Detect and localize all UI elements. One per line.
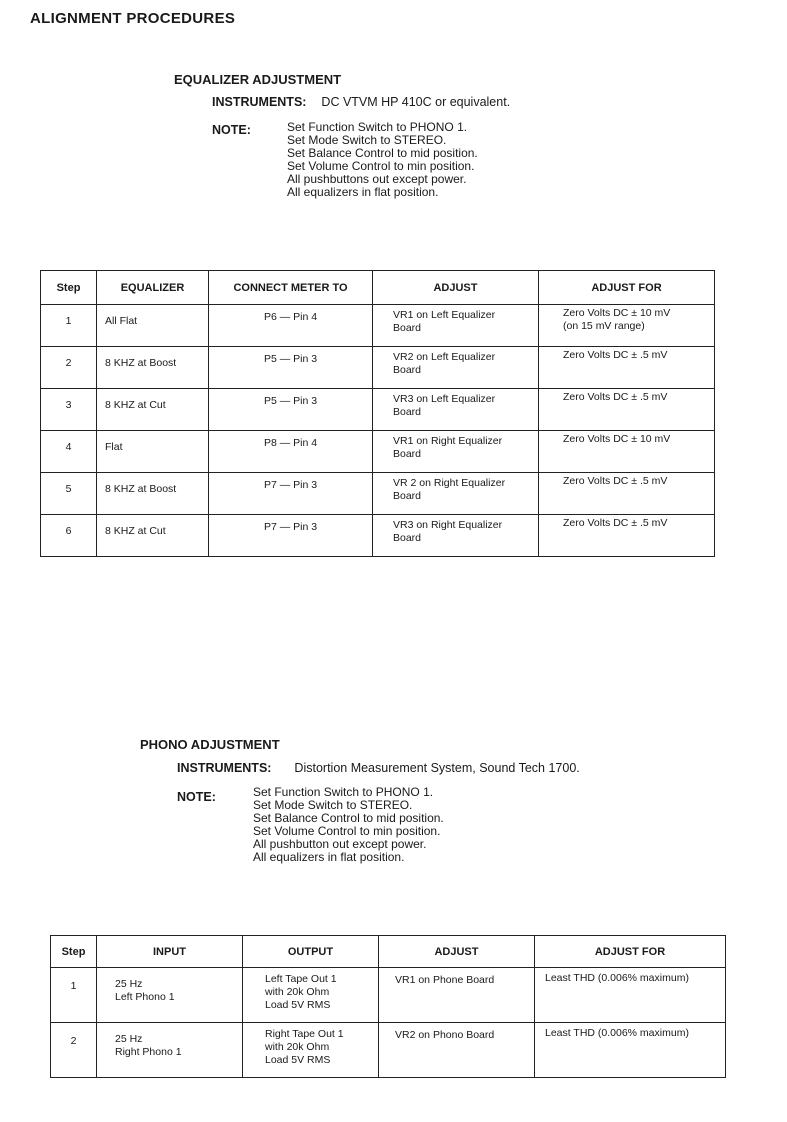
input-cell bbox=[97, 968, 243, 1023]
step-cell-text: 4 bbox=[65, 441, 72, 453]
connect-cell bbox=[209, 389, 373, 431]
adjust-cell bbox=[379, 968, 535, 1023]
connect-cell-text: P5 — Pin 3 bbox=[263, 395, 318, 407]
equalizer-instruments bbox=[212, 95, 510, 109]
input-cell-text: 25 Hz bbox=[115, 1033, 143, 1045]
adjust-for-cell-text: Least THD (0.006% maximum) bbox=[545, 1027, 689, 1039]
note-line: Set Balance Control to mid position. bbox=[287, 146, 478, 160]
table-row bbox=[41, 515, 715, 557]
instruments-value: DC VTVM HP 410C or equivalent. bbox=[321, 95, 511, 109]
table-header-row bbox=[41, 271, 715, 305]
instruments-value: Distortion Measurement System, Sound Tech 1700. bbox=[294, 761, 580, 775]
step-cell-text: 5 bbox=[65, 483, 72, 495]
equalizer-cell-text: 8 KHZ at Boost bbox=[105, 483, 177, 495]
note-line: All pushbutton out except power. bbox=[253, 837, 427, 851]
equalizer-cell-text: All Flat bbox=[105, 315, 138, 327]
table-header-row bbox=[51, 936, 726, 968]
output-cell-text: Load 5V RMS bbox=[265, 1054, 331, 1066]
table-row bbox=[51, 1023, 726, 1078]
equalizer-cell-text: 8 KHZ at Cut bbox=[105, 399, 166, 411]
equalizer-table-body bbox=[41, 305, 715, 557]
step-cell-text: 1 bbox=[70, 980, 77, 992]
table-row bbox=[51, 968, 726, 1023]
equalizer-cell bbox=[97, 305, 209, 347]
equalizer-notes bbox=[287, 121, 478, 199]
step-cell bbox=[41, 515, 97, 557]
connect-cell bbox=[209, 431, 373, 473]
output-cell-text: Load 5V RMS bbox=[265, 999, 331, 1011]
output-cell bbox=[243, 968, 379, 1023]
equalizer-note-label: NOTE: bbox=[212, 123, 251, 137]
input-cell-text: 25 Hz bbox=[115, 978, 143, 990]
col-header-input: INPUT bbox=[97, 936, 243, 968]
output-cell-text: Left Tape Out 1 bbox=[265, 973, 337, 985]
adjust-for-cell bbox=[539, 305, 715, 347]
adjust-cell-text: VR2 on Phono Board bbox=[395, 1029, 495, 1041]
adjust-cell bbox=[373, 473, 539, 515]
adjust-for-cell bbox=[539, 389, 715, 431]
adjust-for-cell bbox=[535, 1023, 726, 1078]
adjust-cell bbox=[373, 431, 539, 473]
table-row bbox=[41, 473, 715, 515]
output-cell-text: with 20k Ohm bbox=[265, 1041, 330, 1053]
col-header-adjust: ADJUST bbox=[379, 936, 535, 968]
table-row bbox=[41, 305, 715, 347]
col-header-adjust: ADJUST bbox=[373, 271, 539, 305]
phono-notes bbox=[253, 786, 444, 864]
note-line: Set Function Switch to PHONO 1. bbox=[253, 785, 434, 799]
step-cell-text: 1 bbox=[65, 315, 72, 327]
adjust-cell bbox=[373, 515, 539, 557]
adjust-cell-text: VR2 on Left Equalizer bbox=[393, 351, 496, 363]
adjust-cell-text: VR 2 on Right Equalizer bbox=[393, 477, 506, 489]
phono-table-body bbox=[51, 968, 726, 1078]
adjust-cell bbox=[373, 389, 539, 431]
page-title: ALIGNMENT PROCEDURES bbox=[30, 10, 236, 27]
adjust-cell-text: Board bbox=[393, 322, 422, 334]
table-row bbox=[41, 347, 715, 389]
adjust-for-cell-text: Zero Volts DC ± 10 mV bbox=[563, 307, 671, 319]
step-cell bbox=[41, 347, 97, 389]
col-header-step: Step bbox=[51, 936, 97, 968]
adjust-for-cell bbox=[539, 515, 715, 557]
adjust-cell-text: VR3 on Left Equalizer bbox=[393, 393, 496, 405]
equalizer-cell bbox=[97, 431, 209, 473]
adjust-cell-text: VR1 on Phone Board bbox=[395, 974, 495, 986]
col-header-connect-meter: CONNECT METER TO bbox=[209, 271, 373, 305]
connect-cell-text: P5 — Pin 3 bbox=[263, 353, 318, 365]
adjust-cell-text: Board bbox=[393, 448, 422, 460]
note-line: All equalizers in flat position. bbox=[253, 850, 405, 864]
col-header-output: OUTPUT bbox=[243, 936, 379, 968]
output-cell-text: Right Tape Out 1 bbox=[265, 1028, 344, 1040]
input-cell-text: Left Phono 1 bbox=[115, 991, 175, 1003]
output-cell bbox=[243, 1023, 379, 1078]
step-cell-text: 2 bbox=[65, 357, 72, 369]
adjust-cell-text: Board bbox=[393, 490, 422, 502]
note-line: Set Function Switch to PHONO 1. bbox=[287, 120, 468, 134]
note-line: Set Mode Switch to STEREO. bbox=[253, 798, 413, 812]
step-cell-text: 6 bbox=[65, 525, 72, 537]
connect-cell-text: P7 — Pin 3 bbox=[263, 479, 318, 491]
adjust-for-cell bbox=[535, 968, 726, 1023]
adjust-cell-text: Board bbox=[393, 532, 422, 544]
connect-cell bbox=[209, 473, 373, 515]
adjust-cell-text: VR1 on Left Equalizer bbox=[393, 309, 496, 321]
phono-table bbox=[50, 935, 726, 1078]
adjust-for-cell bbox=[539, 347, 715, 389]
col-header-adjust-for: ADJUST FOR bbox=[539, 271, 715, 305]
adjust-cell bbox=[373, 305, 539, 347]
connect-cell-text: P8 — Pin 4 bbox=[263, 437, 318, 449]
note-line: Set Balance Control to mid position. bbox=[253, 811, 444, 825]
table-row bbox=[41, 431, 715, 473]
adjust-cell bbox=[373, 347, 539, 389]
adjust-for-cell-text: Zero Volts DC ± 10 mV bbox=[563, 433, 671, 445]
adjust-for-cell-text: Zero Volts DC ± .5 mV bbox=[563, 517, 668, 529]
equalizer-table bbox=[40, 270, 715, 557]
phono-section-title: PHONO ADJUSTMENT bbox=[140, 737, 280, 752]
phono-instruments bbox=[177, 761, 580, 775]
note-line: Set Volume Control to min position. bbox=[287, 159, 475, 173]
equalizer-cell-text: Flat bbox=[105, 441, 123, 453]
instruments-label: INSTRUMENTS: bbox=[212, 95, 307, 109]
output-cell-text: with 20k Ohm bbox=[265, 986, 330, 998]
instruments-label: INSTRUMENTS: bbox=[177, 761, 272, 775]
equalizer-cell-text: 8 KHZ at Cut bbox=[105, 525, 166, 537]
equalizer-cell bbox=[97, 347, 209, 389]
equalizer-section-title: EQUALIZER ADJUSTMENT bbox=[174, 72, 342, 87]
note-line: Set Volume Control to min position. bbox=[253, 824, 441, 838]
connect-cell-text: P7 — Pin 3 bbox=[263, 521, 318, 533]
adjust-for-cell-text: Zero Volts DC ± .5 mV bbox=[563, 475, 668, 487]
col-header-step: Step bbox=[41, 271, 97, 305]
input-cell-text: Right Phono 1 bbox=[115, 1046, 182, 1058]
connect-cell bbox=[209, 305, 373, 347]
step-cell-text: 3 bbox=[65, 399, 72, 411]
equalizer-cell bbox=[97, 515, 209, 557]
input-cell bbox=[97, 1023, 243, 1078]
adjust-for-cell-text: (on 15 mV range) bbox=[563, 320, 645, 332]
step-cell bbox=[41, 473, 97, 515]
equalizer-cell-text: 8 KHZ at Boost bbox=[105, 357, 177, 369]
note-line: Set Mode Switch to STEREO. bbox=[287, 133, 447, 147]
adjust-for-cell-text: Zero Volts DC ± .5 mV bbox=[563, 391, 668, 403]
connect-cell-text: P6 — Pin 4 bbox=[263, 311, 318, 323]
table-row bbox=[41, 389, 715, 431]
step-cell bbox=[41, 305, 97, 347]
note-line: All pushbuttons out except power. bbox=[287, 172, 467, 186]
equalizer-cell bbox=[97, 473, 209, 515]
adjust-for-cell-text: Zero Volts DC ± .5 mV bbox=[563, 349, 668, 361]
connect-cell bbox=[209, 347, 373, 389]
step-cell bbox=[41, 431, 97, 473]
adjust-for-cell bbox=[539, 473, 715, 515]
adjust-cell-text: VR3 on Right Equalizer bbox=[393, 519, 503, 531]
adjust-cell bbox=[379, 1023, 535, 1078]
equalizer-cell bbox=[97, 389, 209, 431]
connect-cell bbox=[209, 515, 373, 557]
col-header-equalizer: EQUALIZER bbox=[97, 271, 209, 305]
step-cell bbox=[41, 389, 97, 431]
adjust-cell-text: Board bbox=[393, 406, 422, 418]
adjust-for-cell-text: Least THD (0.006% maximum) bbox=[545, 972, 689, 984]
adjust-for-cell bbox=[539, 431, 715, 473]
step-cell bbox=[51, 968, 97, 1023]
note-line: All equalizers in flat position. bbox=[287, 185, 439, 199]
step-cell-text: 2 bbox=[70, 1035, 77, 1047]
col-header-adjust-for: ADJUST FOR bbox=[535, 936, 726, 968]
adjust-cell-text: VR1 on Right Equalizer bbox=[393, 435, 503, 447]
step-cell bbox=[51, 1023, 97, 1078]
adjust-cell-text: Board bbox=[393, 364, 422, 376]
phono-note-label: NOTE: bbox=[177, 790, 216, 804]
